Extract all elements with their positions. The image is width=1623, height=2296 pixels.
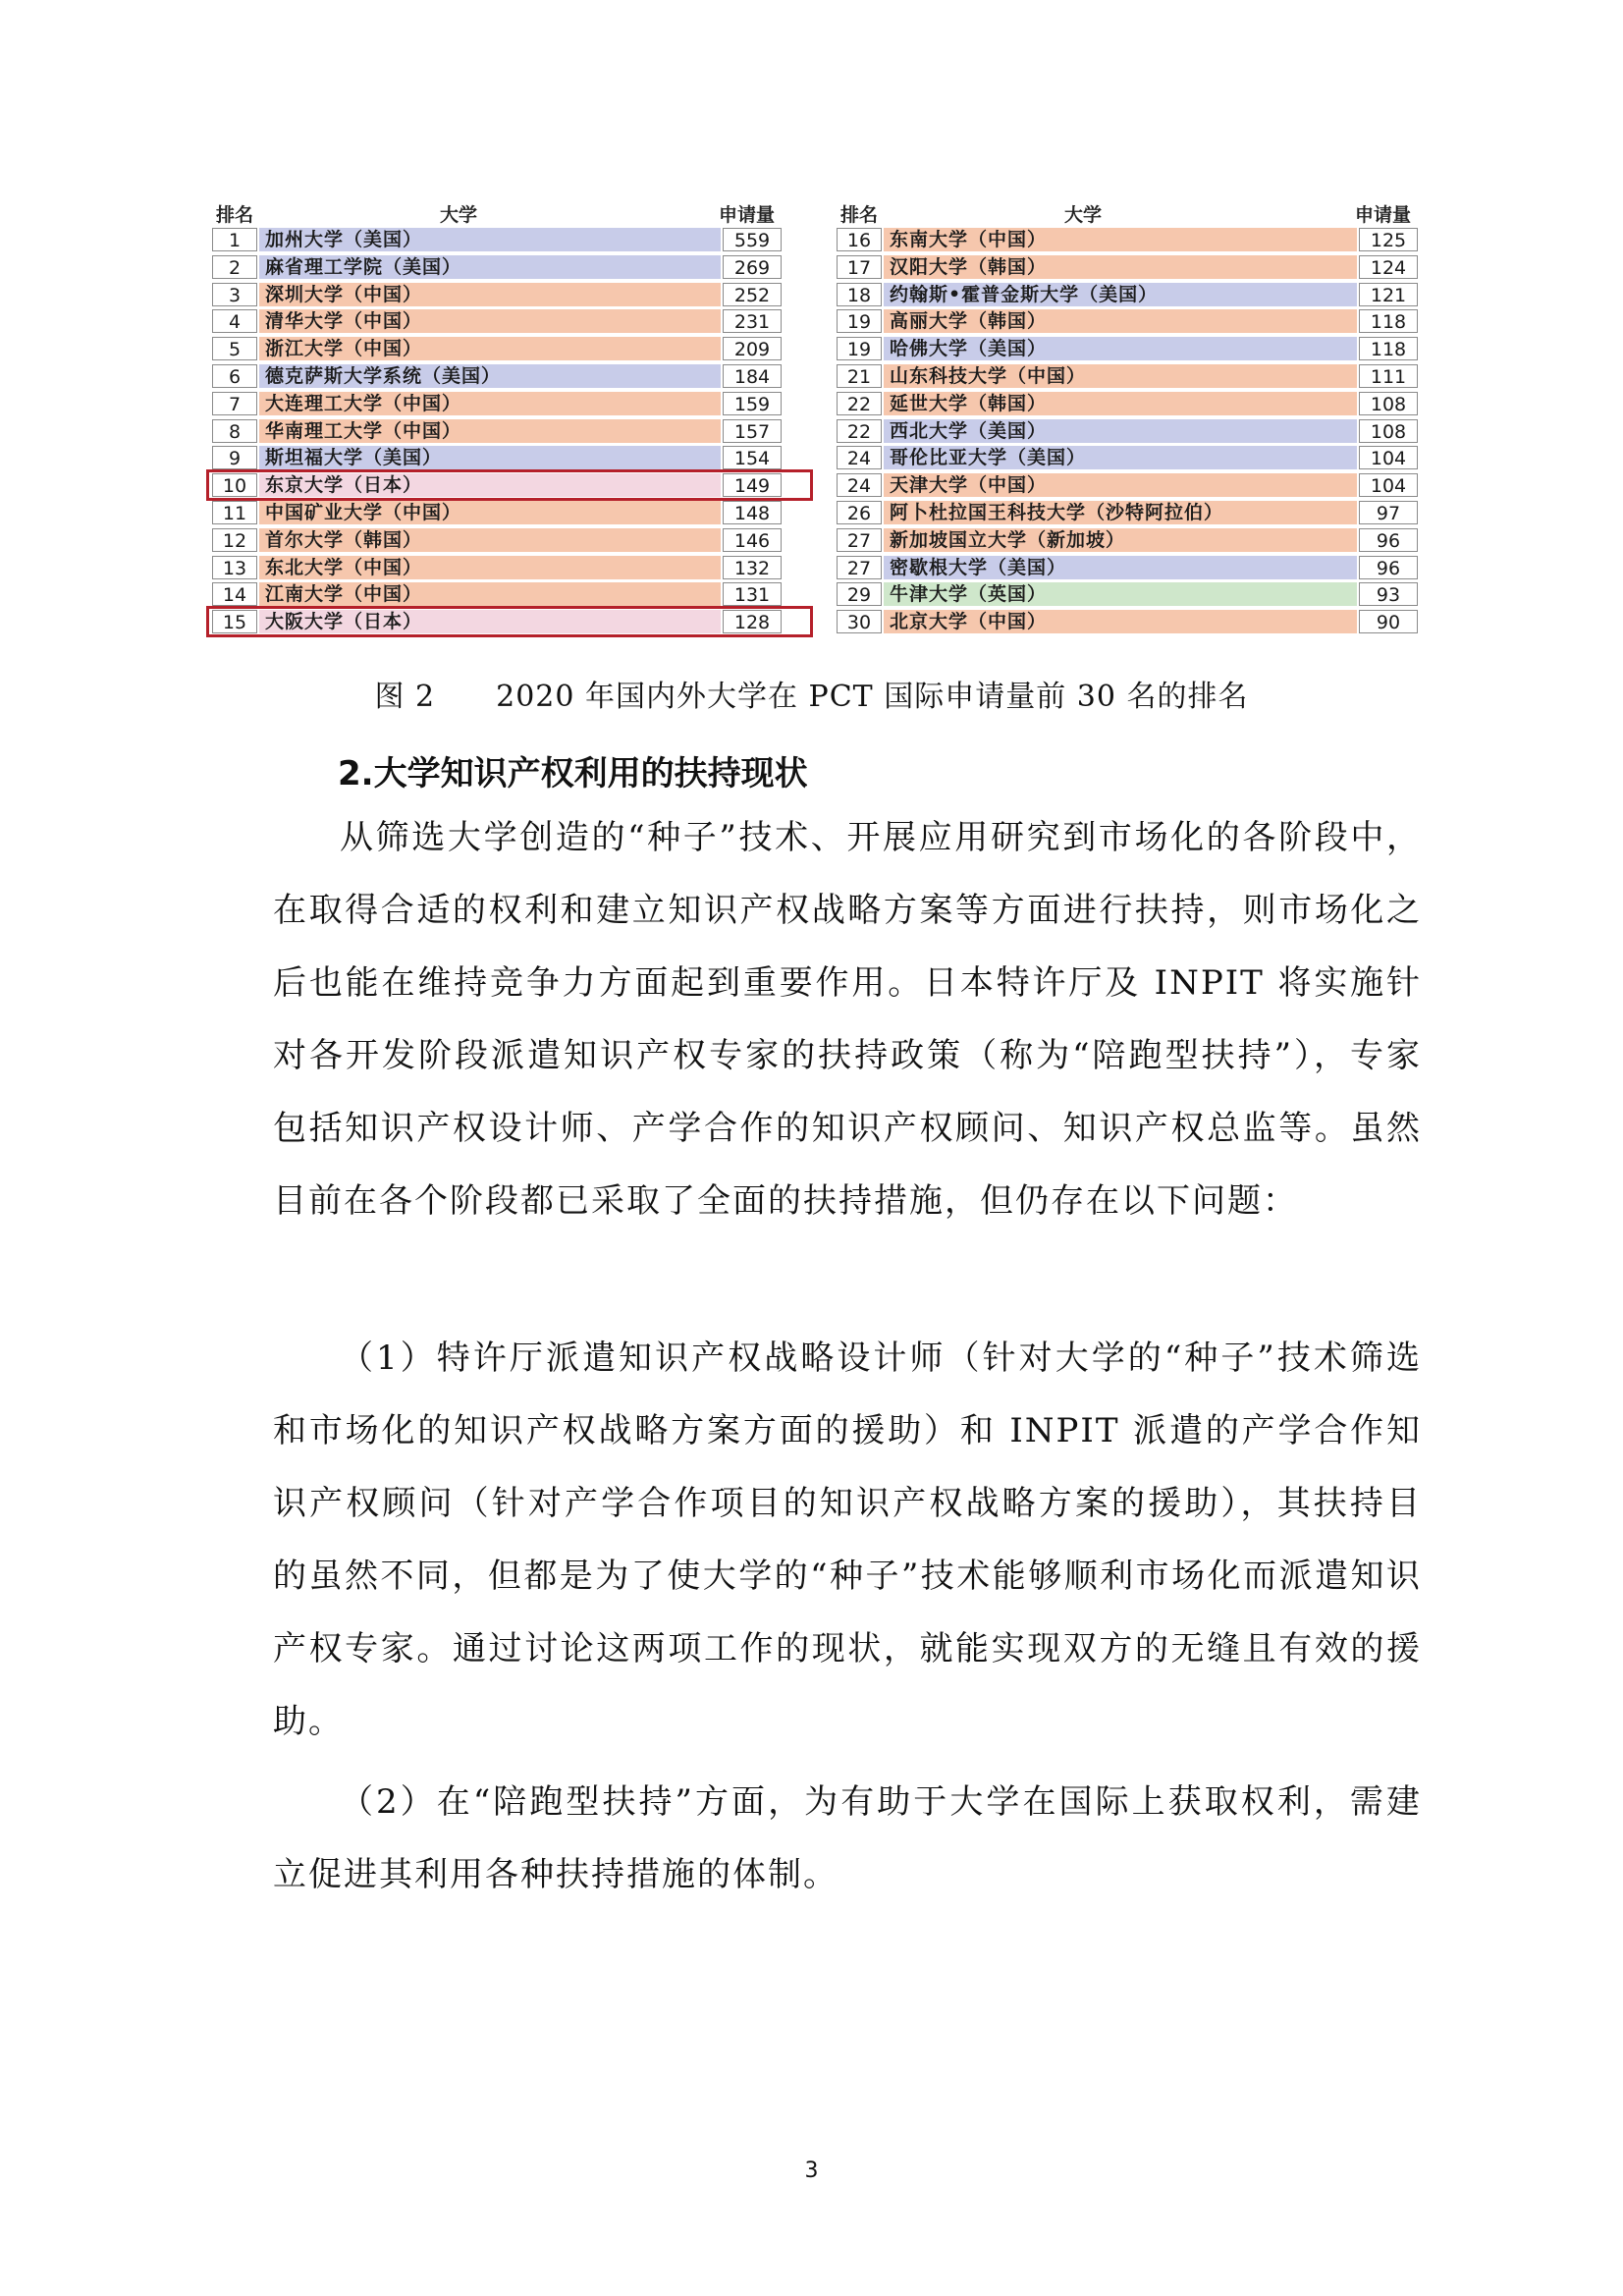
- university-cell: 新加坡国立大学（新加坡）: [884, 528, 1357, 552]
- count-cell: 104: [1359, 446, 1418, 469]
- count-cell: 97: [1359, 501, 1418, 524]
- university-cell: 天津大学（中国）: [884, 473, 1357, 497]
- count-cell: 209: [723, 337, 782, 360]
- header-rank: 排名: [840, 204, 879, 226]
- highlight-box: [206, 469, 813, 501]
- university-cell: 斯坦福大学（美国）: [259, 446, 721, 469]
- university-cell: 延世大学（韩国）: [884, 392, 1357, 415]
- count-cell: 146: [723, 528, 782, 552]
- table-row: [837, 444, 1420, 471]
- rank-cell: 24: [837, 446, 882, 469]
- university-cell: 汉阳大学（韩国）: [884, 255, 1357, 279]
- header-rank: 排名: [216, 204, 254, 226]
- university-cell: 阿卜杜拉国王科技大学（沙特阿拉伯）: [884, 501, 1357, 524]
- count-cell: 104: [1359, 473, 1418, 497]
- rank-cell: 22: [837, 419, 882, 443]
- rank-cell: 11: [212, 501, 257, 524]
- count-cell: 269: [723, 255, 782, 279]
- table-row: [837, 362, 1420, 390]
- table-row: [212, 580, 813, 608]
- table-row: [837, 554, 1420, 581]
- count-cell: 124: [1359, 255, 1418, 279]
- rank-cell: 27: [837, 528, 882, 552]
- table-row: [837, 417, 1420, 445]
- rank-cell: 10: [212, 473, 257, 497]
- table-row: [837, 307, 1420, 335]
- rank-cell: 4: [212, 309, 257, 333]
- rank-cell: 12: [212, 528, 257, 552]
- university-cell: 北京大学（中国）: [884, 610, 1357, 633]
- university-cell: 西北大学（美国）: [884, 419, 1357, 443]
- table-row: [837, 390, 1420, 417]
- rank-cell: 9: [212, 446, 257, 469]
- university-cell: 高丽大学（韩国）: [884, 309, 1357, 333]
- ranking-table-left: [212, 196, 813, 635]
- highlight-box: [206, 606, 813, 637]
- count-cell: 128: [723, 610, 782, 633]
- table-row: [212, 499, 813, 526]
- count-cell: 149: [723, 473, 782, 497]
- rank-cell: 3: [212, 283, 257, 306]
- table-row: [837, 226, 1420, 253]
- count-cell: 154: [723, 446, 782, 469]
- university-cell: 东京大学（日本）: [259, 473, 721, 497]
- rank-cell: 15: [212, 610, 257, 633]
- table-row: [837, 253, 1420, 281]
- rank-cell: 8: [212, 419, 257, 443]
- rank-cell: 19: [837, 337, 882, 360]
- rank-cell: 6: [212, 364, 257, 388]
- university-cell: 大连理工大学（中国）: [259, 392, 721, 415]
- rank-cell: 5: [212, 337, 257, 360]
- rank-cell: 13: [212, 556, 257, 579]
- university-cell: 密歇根大学（美国）: [884, 556, 1357, 579]
- paragraph: （1）特许厅派遣知识产权战略设计师（针对大学的“种子”技术筛选和市场化的知识产权战略方案方面的援助）和 INPIT 派遣的产学合作知识产权顾问（针对产学合作项目的知识产权战略方案的援助），其扶持目的虽然不同，但都是为了使大学的“种子”技术能够顺利市场化而派遣知识产权专家。通过讨论这两项工作的现状，就能实现双方的无缝且有效的援助。: [273, 1339, 1422, 1741]
- table-row: [212, 526, 813, 554]
- table-row: [212, 281, 813, 308]
- university-cell: 哈佛大学（美国）: [884, 337, 1357, 360]
- table-row: [212, 417, 813, 445]
- table-row: [212, 362, 813, 390]
- university-cell: 约翰斯•霍普金斯大学（美国）: [884, 283, 1357, 306]
- page-number: 3: [804, 2159, 819, 2183]
- section-heading: 2.大学知识产权利用的扶持现状: [338, 754, 808, 793]
- university-cell: 华南理工大学（中国）: [259, 419, 721, 443]
- count-cell: 231: [723, 309, 782, 333]
- table-body: [212, 226, 813, 635]
- count-cell: 184: [723, 364, 782, 388]
- rank-cell: 22: [837, 392, 882, 415]
- ranking-table-right: [837, 196, 1420, 635]
- rank-cell: 14: [212, 582, 257, 606]
- table-row: [212, 253, 813, 281]
- university-cell: 大阪大学（日本）: [259, 610, 721, 633]
- university-cell: 浙江大学（中国）: [259, 337, 721, 360]
- header-count: 申请量: [719, 204, 776, 226]
- rank-cell: 30: [837, 610, 882, 633]
- rank-cell: 17: [837, 255, 882, 279]
- table-row: [837, 471, 1420, 499]
- table-row: [837, 580, 1420, 608]
- university-cell: 山东科技大学（中国）: [884, 364, 1357, 388]
- university-cell: 德克萨斯大学系统（美国）: [259, 364, 721, 388]
- count-cell: 111: [1359, 364, 1418, 388]
- count-cell: 96: [1359, 528, 1418, 552]
- university-cell: 哥伦比亚大学（美国）: [884, 446, 1357, 469]
- paragraph: （2）在“陪跑型扶持”方面，为有助于大学在国际上获取权利，需建立促进其利用各种扶持措施的体制。: [273, 1782, 1422, 1894]
- count-cell: 157: [723, 419, 782, 443]
- university-cell: 江南大学（中国）: [259, 582, 721, 606]
- count-cell: 132: [723, 556, 782, 579]
- table-row: [212, 444, 813, 471]
- count-cell: 118: [1359, 337, 1418, 360]
- table-header: [837, 196, 1420, 226]
- count-cell: 96: [1359, 556, 1418, 579]
- table-row: [837, 335, 1420, 362]
- count-cell: 252: [723, 283, 782, 306]
- count-cell: 159: [723, 392, 782, 415]
- university-cell: 麻省理工学院（美国）: [259, 255, 721, 279]
- count-cell: 121: [1359, 283, 1418, 306]
- header-count: 申请量: [1355, 204, 1412, 226]
- rank-cell: 24: [837, 473, 882, 497]
- rank-cell: 19: [837, 309, 882, 333]
- university-cell: 首尔大学（韩国）: [259, 528, 721, 552]
- rank-cell: 7: [212, 392, 257, 415]
- university-cell: 牛津大学（英国）: [884, 582, 1357, 606]
- rank-cell: 27: [837, 556, 882, 579]
- table-row: [212, 390, 813, 417]
- university-cell: 东南大学（中国）: [884, 228, 1357, 251]
- header-university: 大学: [1064, 204, 1103, 226]
- table-row: [837, 608, 1420, 635]
- table-row: [212, 335, 813, 362]
- header-university: 大学: [440, 204, 478, 226]
- university-cell: 东北大学（中国）: [259, 556, 721, 579]
- rank-cell: 18: [837, 283, 882, 306]
- count-cell: 90: [1359, 610, 1418, 633]
- rank-cell: 21: [837, 364, 882, 388]
- table-body: [837, 226, 1420, 635]
- rank-cell: 26: [837, 501, 882, 524]
- table-header: [212, 196, 813, 226]
- university-cell: 中国矿业大学（中国）: [259, 501, 721, 524]
- university-cell: 加州大学（美国）: [259, 228, 721, 251]
- university-cell: 深圳大学（中国）: [259, 283, 721, 306]
- rank-cell: 29: [837, 582, 882, 606]
- table-row: [837, 499, 1420, 526]
- rank-cell: 16: [837, 228, 882, 251]
- count-cell: 559: [723, 228, 782, 251]
- count-cell: 118: [1359, 309, 1418, 333]
- count-cell: 93: [1359, 582, 1418, 606]
- table-row: [212, 307, 813, 335]
- rank-cell: 1: [212, 228, 257, 251]
- count-cell: 108: [1359, 392, 1418, 415]
- rank-cell: 2: [212, 255, 257, 279]
- table-row: [212, 554, 813, 581]
- paragraph: 从筛选大学创造的“种子”技术、开展应用研究到市场化的各阶段中，在取得合适的权利和建立知识产权战略方案等方面进行扶持，则市场化之后也能在维持竞争力方面起到重要作用。日本特许厅及 INPIT 将实施针对各开发阶段派遣知识产权专家的扶持政策（称为“陪跑型扶持”），专家包括知识产权设计师、产学合作的知识产权顾问、知识产权总监等。虽然目前在各个阶段都已采取了全面的扶持措施，但仍存在以下问题：: [273, 818, 1422, 1221]
- table-row: [837, 526, 1420, 554]
- table-row: [212, 226, 813, 253]
- count-cell: 125: [1359, 228, 1418, 251]
- figure-caption: 图 2 2020 年国内外大学在 PCT 国际申请量前 30 名的排名: [374, 680, 1249, 714]
- table-row: [837, 281, 1420, 308]
- count-cell: 131: [723, 582, 782, 606]
- count-cell: 108: [1359, 419, 1418, 443]
- university-cell: 清华大学（中国）: [259, 309, 721, 333]
- count-cell: 148: [723, 501, 782, 524]
